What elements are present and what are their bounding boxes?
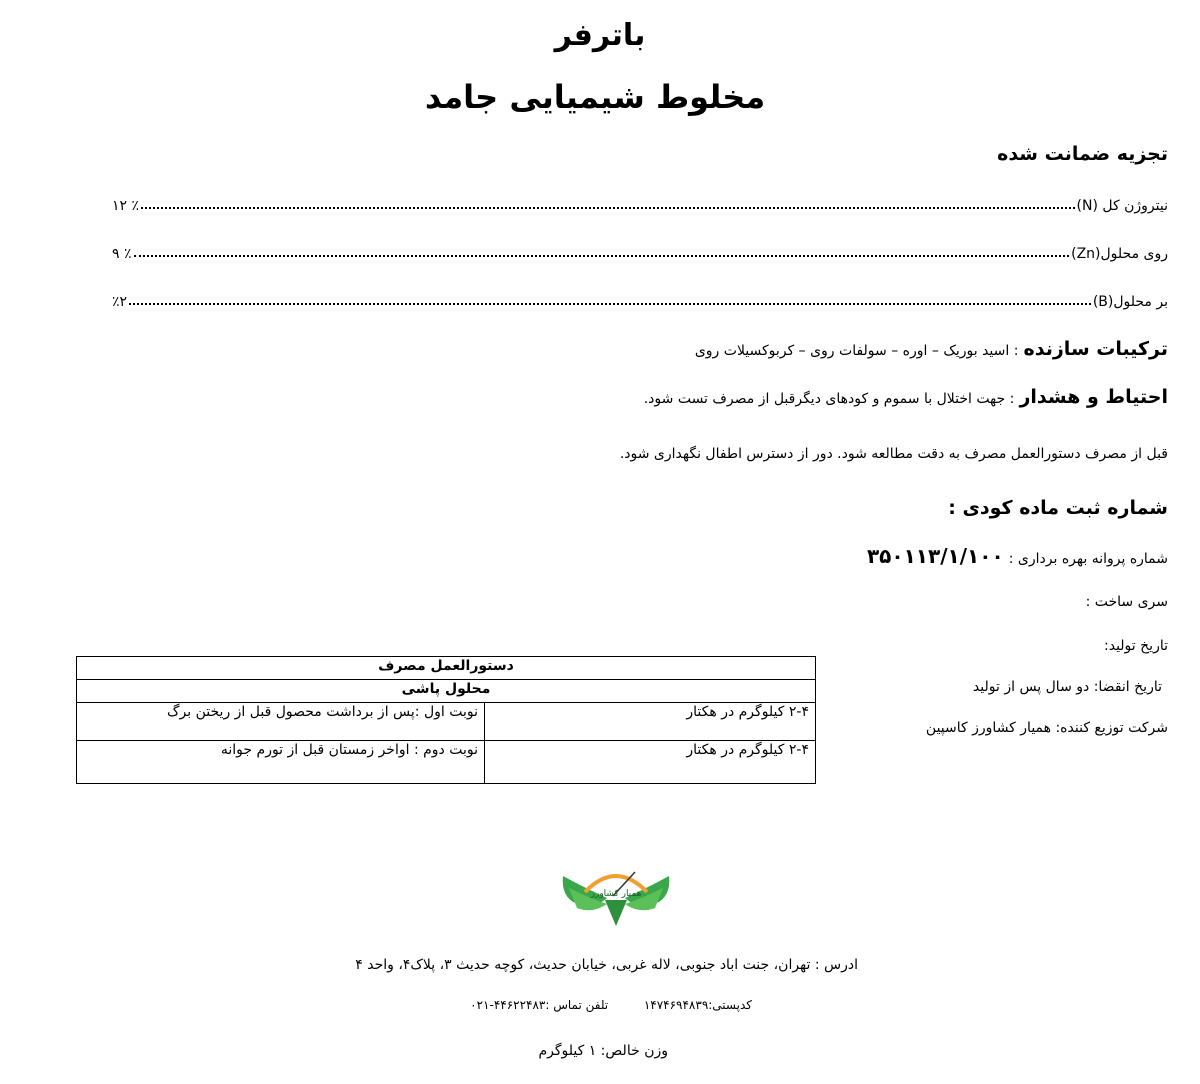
analysis-row-boron: [112, 288, 1168, 310]
analysis-value: ۱۲ ٪: [112, 198, 140, 214]
table-row: [77, 657, 816, 680]
leader-dots: [129, 303, 1091, 305]
usage-note: قبل از مصرف دستورالعمل مصرف به دقت مطالعه شود. دور از دسترس اطفال نگهداری شود.: [619, 446, 1168, 462]
warning-line: [644, 386, 1168, 408]
table-row: [77, 680, 816, 703]
registration-heading: شماره ثبت ماده کودی :: [948, 497, 1168, 519]
product-name: باترفر: [554, 18, 646, 53]
usage-stage-cell: نوبت دوم : اواخر زمستان قبل از تورم جوانه: [77, 741, 485, 784]
leader-dots: [141, 207, 1075, 209]
license-label: شماره پروانه بهره برداری :: [1008, 551, 1168, 567]
warning-heading: احتیاط و هشدار: [1019, 386, 1168, 408]
usage-table-title: دستورالعمل مصرف: [77, 657, 816, 680]
analysis-label: روی محلول(Zn): [1071, 246, 1168, 262]
expiry-date: تاریخ انقضا: دو سال پس از تولید: [972, 679, 1162, 695]
postal-code: کدپستی:۱۴۷۴۶۹۴۸۳۹: [643, 998, 752, 1012]
analysis-value: ۹ ٪: [112, 246, 132, 262]
production-date-label: تاریخ تولید:: [1104, 638, 1168, 654]
analysis-label: بر محلول(B): [1092, 294, 1168, 310]
phone-number: تلفن تماس :۴۴۶۲۲۴۸۳-۰۲۱: [470, 998, 609, 1012]
net-weight: وزن خالص: ۱ کیلوگرم: [538, 1043, 668, 1059]
product-type: مخلوط شیمیایی جامد: [424, 78, 766, 116]
composition-heading: ترکیبات سازنده: [1023, 338, 1168, 360]
usage-stage-cell: نوبت اول :پس از برداشت محصول قبل از ریختن برگ: [77, 703, 485, 741]
company-logo: [555, 866, 677, 928]
company-address: ادرس : تهران، جنت اباد جنوبی، لاله غربی، خیابان حدیث، کوچه حدیث ۳، پلاک۴، واحد ۴: [355, 957, 858, 973]
usage-dose-cell: ۲-۴ کیلوگرم در هکتار: [485, 741, 816, 784]
batch-label: سری ساخت :: [1085, 594, 1168, 610]
logo-wordmark: همیار کشاورز: [590, 889, 642, 899]
usage-dose-cell: ۲-۴ کیلوگرم در هکتار: [485, 703, 816, 741]
analysis-row-zinc: [112, 240, 1168, 262]
usage-table: [76, 656, 816, 784]
table-row: [77, 703, 816, 741]
license-number: ۳۵۰۱۱۳/۱/۱۰۰: [866, 544, 1004, 568]
warning-text: : جهت اختلال با سموم و کودهای دیگرقبل از مصرف تست شود.: [643, 391, 1015, 407]
leader-dots: [134, 255, 1070, 257]
table-row: [77, 741, 816, 784]
distributor: شرکت توزیع کننده: همیار کشاورز کاسپین: [925, 720, 1168, 736]
composition-line: [695, 338, 1168, 360]
contact-line: [470, 998, 752, 1012]
wings-logo-icon: [555, 866, 677, 928]
analysis-value: ٪۲: [112, 294, 128, 310]
analysis-row-nitrogen: [112, 192, 1168, 214]
usage-method: محلول پاشی: [77, 680, 816, 703]
license-line: [867, 544, 1168, 568]
guaranteed-analysis-heading: تجزیه ضمانت شده: [997, 143, 1168, 165]
composition-text: : اسید بوریک – اوره – سولفات روی – کربوکسیلات روی: [694, 343, 1019, 359]
analysis-label: نیتروژن کل (N): [1076, 198, 1168, 214]
